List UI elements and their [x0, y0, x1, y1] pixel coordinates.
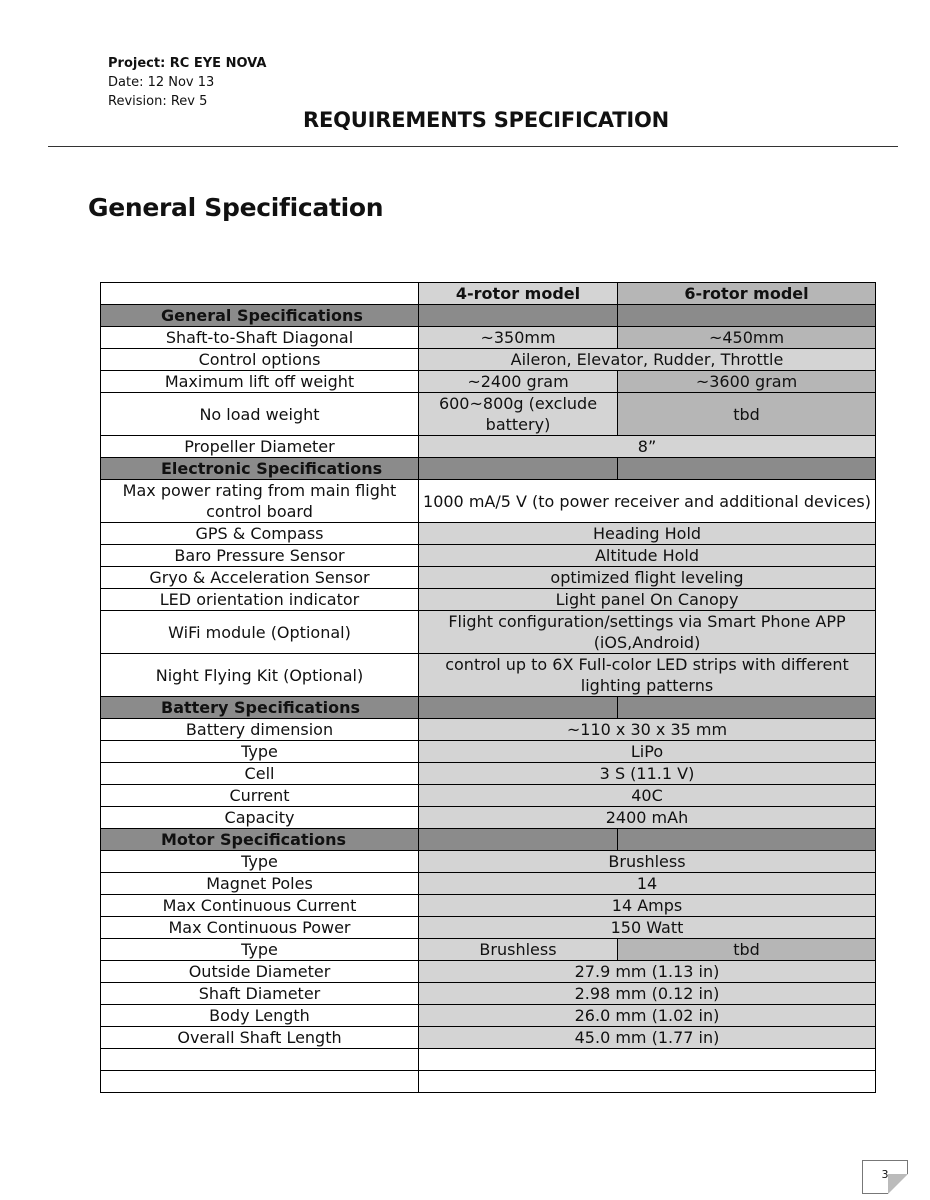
row-label: Control options: [101, 349, 419, 371]
row-label: LED orientation indicator: [101, 589, 419, 611]
row-label: Max Continuous Current: [101, 895, 419, 917]
row-label: Night Flying Kit (Optional): [101, 654, 419, 697]
section-row-general: [101, 305, 876, 327]
row-label: Capacity: [101, 807, 419, 829]
table-row: [101, 895, 876, 917]
row-label: No load weight: [101, 393, 419, 436]
row-value: Flight configuration/settings via Smart Phone APP (iOS,Android): [419, 611, 876, 654]
row-label: GPS & Compass: [101, 523, 419, 545]
table-row: [101, 939, 876, 961]
table-row: [101, 436, 876, 458]
section-row-electronic: [101, 458, 876, 480]
table-row: [101, 741, 876, 763]
table-row: [101, 567, 876, 589]
table-row: [101, 371, 876, 393]
table-row: [101, 611, 876, 654]
table-row: [101, 349, 876, 371]
table-row: [101, 523, 876, 545]
row-label: Type: [101, 741, 419, 763]
table-row: [101, 983, 876, 1005]
row-value: Heading Hold: [419, 523, 876, 545]
row-value: ~110 x 30 x 35 mm: [419, 719, 876, 741]
value-6-rotor: tbd: [618, 393, 876, 436]
value-6-rotor: tbd: [618, 939, 876, 961]
column-header-4-rotor: 4-rotor model: [419, 283, 618, 305]
row-value: optimized flight leveling: [419, 567, 876, 589]
row-value: 40C: [419, 785, 876, 807]
page-number-box: [862, 1160, 908, 1194]
table-row: [101, 763, 876, 785]
project-name: Project: RC EYE NOVA: [108, 56, 267, 71]
table-row: [101, 480, 876, 523]
document-revision: Revision: Rev 5: [108, 94, 208, 109]
section-title: General Specification: [88, 193, 384, 222]
row-value: 27.9 mm (1.13 in): [419, 961, 876, 983]
table-row: [101, 851, 876, 873]
table-row: [101, 545, 876, 567]
value-6-rotor: ~450mm: [618, 327, 876, 349]
row-value: 14: [419, 873, 876, 895]
page-fold-icon: [888, 1174, 908, 1194]
section-label-electronic: Electronic Specifications: [101, 458, 419, 480]
row-value: LiPo: [419, 741, 876, 763]
row-label: Maximum lift off weight: [101, 371, 419, 393]
row-label: Baro Pressure Sensor: [101, 545, 419, 567]
table-row: [101, 719, 876, 741]
row-label: Current: [101, 785, 419, 807]
table-row: [101, 654, 876, 697]
empty-row: [101, 1049, 876, 1071]
section-label-general: General Specifications: [101, 305, 419, 327]
row-value: Brushless: [419, 851, 876, 873]
row-value: Altitude Hold: [419, 545, 876, 567]
section-label-battery: Battery Specifications: [101, 697, 419, 719]
row-value: 8”: [419, 436, 876, 458]
row-label: Body Length: [101, 1005, 419, 1027]
document-title: REQUIREMENTS SPECIFICATION: [303, 108, 669, 132]
value-4-rotor: Brushless: [419, 939, 618, 961]
table-row: [101, 785, 876, 807]
row-label: Outside Diameter: [101, 961, 419, 983]
row-label: Propeller Diameter: [101, 436, 419, 458]
table-row: [101, 393, 876, 436]
value-4-rotor: ~2400 gram: [419, 371, 618, 393]
document-date: Date: 12 Nov 13: [108, 75, 215, 90]
value-4-rotor: ~350mm: [419, 327, 618, 349]
document-header: [108, 54, 266, 111]
section-row-motor: [101, 829, 876, 851]
row-label: Shaft-to-Shaft Diagonal: [101, 327, 419, 349]
spec-table: [100, 282, 876, 1093]
row-label: WiFi module (Optional): [101, 611, 419, 654]
row-value: Light panel On Canopy: [419, 589, 876, 611]
row-value: 2400 mAh: [419, 807, 876, 829]
row-label: Type: [101, 851, 419, 873]
row-value: 2.98 mm (0.12 in): [419, 983, 876, 1005]
page-number: 3: [881, 1168, 889, 1181]
row-value: Aileron, Elevator, Rudder, Throttle: [419, 349, 876, 371]
column-header-6-rotor: 6-rotor model: [618, 283, 876, 305]
column-header-row: [101, 283, 876, 305]
row-value: 150 Watt: [419, 917, 876, 939]
empty-row: [101, 1071, 876, 1093]
table-row: [101, 589, 876, 611]
table-row: [101, 327, 876, 349]
row-label: Shaft Diameter: [101, 983, 419, 1005]
row-label: Gryo & Acceleration Sensor: [101, 567, 419, 589]
row-label: Magnet Poles: [101, 873, 419, 895]
section-label-motor: Motor Specifications: [101, 829, 419, 851]
table-row: [101, 961, 876, 983]
row-label: Overall Shaft Length: [101, 1027, 419, 1049]
value-4-rotor: 600~800g (exclude battery): [419, 393, 618, 436]
table-row: [101, 873, 876, 895]
row-value: 3 S (11.1 V): [419, 763, 876, 785]
row-label: Cell: [101, 763, 419, 785]
row-value: 26.0 mm (1.02 in): [419, 1005, 876, 1027]
row-value: 14 Amps: [419, 895, 876, 917]
row-value: 1000 mA/5 V (to power receiver and additional devices): [419, 480, 876, 523]
row-label: Type: [101, 939, 419, 961]
header-divider: [48, 146, 898, 147]
section-row-battery: [101, 697, 876, 719]
row-label: Battery dimension: [101, 719, 419, 741]
row-label: Max power rating from main flight control board: [101, 480, 419, 523]
column-header-blank: [101, 283, 419, 305]
value-6-rotor: ~3600 gram: [618, 371, 876, 393]
row-value: control up to 6X Full-color LED strips with different lighting patterns: [419, 654, 876, 697]
row-value: 45.0 mm (1.77 in): [419, 1027, 876, 1049]
table-row: [101, 1005, 876, 1027]
row-label: Max Continuous Power: [101, 917, 419, 939]
table-row: [101, 807, 876, 829]
table-row: [101, 1027, 876, 1049]
table-row: [101, 917, 876, 939]
